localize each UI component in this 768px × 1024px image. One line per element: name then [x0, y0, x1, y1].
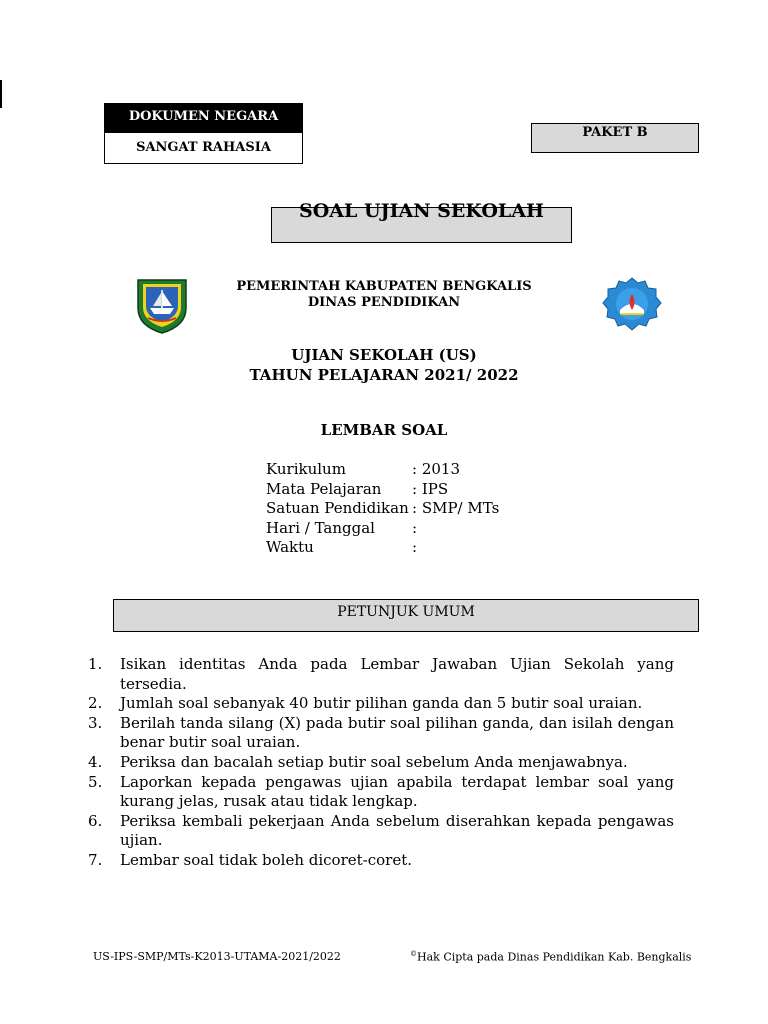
info-row-date	[266, 519, 499, 539]
government-line2: DINAS PENDIDIKAN	[307, 295, 461, 310]
info-label: Waktu	[266, 538, 314, 557]
item-number: 4.	[88, 752, 103, 771]
item-text: Isikan identitas Anda pada Lembar Jawaban Ujian Sekolah yang tersedia.	[120, 655, 674, 693]
info-label: Hari / Tanggal	[266, 518, 375, 537]
list-item	[88, 812, 674, 851]
item-text: Berilah tanda silang (X) pada butir soal pilihan ganda, dan isilah dengan benar butir soal uraian.	[120, 713, 674, 752]
info-value: :	[412, 538, 418, 557]
list-item	[88, 753, 674, 773]
government-line1: PEMERINTAH KABUPATEN BENGKALIS	[236, 279, 532, 294]
classification-line1: DOKUMEN NEGARA	[105, 104, 302, 132]
list-item	[88, 714, 674, 753]
item-number: 7.	[88, 850, 103, 869]
list-item	[88, 773, 674, 812]
list-item	[88, 655, 674, 694]
info-row-subject	[266, 480, 499, 500]
classification-line2: SANGAT RAHASIA	[105, 132, 302, 163]
info-label: Kurikulum	[266, 460, 346, 478]
info-value: :	[412, 518, 418, 537]
text-cursor	[0, 80, 2, 108]
instructions-list	[88, 655, 674, 871]
government-heading	[200, 279, 568, 311]
sheet-title: LEMBAR SOAL	[320, 421, 448, 439]
footer-copyright	[410, 950, 691, 964]
instructions-header: PETUNJUK UMUM	[113, 599, 699, 632]
item-number: 2.	[88, 694, 103, 713]
footer-document-code: US-IPS-SMP/MTs-K2013-UTAMA-2021/2022	[93, 950, 341, 963]
item-number: 5.	[88, 772, 103, 791]
item-text: Jumlah soal sebanyak 40 butir pilihan ganda dan 5 butir soal uraian.	[120, 694, 643, 713]
info-row-curriculum	[266, 460, 499, 480]
paket-label: PAKET B	[531, 123, 699, 153]
item-text: Periksa dan bacalah setiap butir soal sebelum Anda menjawabnya.	[120, 752, 628, 771]
exam-line1: UJIAN SEKOLAH (US)	[291, 346, 477, 364]
exam-line2: TAHUN PELAJARAN 2021/ 2022	[249, 366, 519, 384]
item-number: 6.	[88, 811, 103, 830]
info-label: Satuan Pendidikan	[266, 499, 409, 518]
exam-heading	[200, 345, 568, 385]
tut-wuri-handayani-emblem-icon	[601, 276, 663, 334]
item-text: Periksa kembali pekerjaan Anda sebelum diserahkan kepada pengawas ujian.	[120, 811, 674, 850]
info-value: : IPS	[412, 479, 449, 498]
info-value: : SMP/ MTs	[412, 499, 500, 518]
item-number: 1.	[88, 655, 103, 673]
info-row-school-level	[266, 499, 499, 519]
list-item	[88, 851, 674, 871]
page-title: SOAL UJIAN SEKOLAH	[299, 200, 544, 222]
info-row-time	[266, 538, 499, 558]
item-text: Laporkan kepada pengawas ujian apabila terdapat lembar soal yang kurang jelas, rusak atau tidak lengkap.	[120, 772, 674, 811]
exam-info-table	[266, 460, 499, 558]
copyright-text: Hak Cipta pada Dinas Pendidikan Kab. Bengkalis	[417, 950, 692, 964]
list-item	[88, 694, 674, 714]
info-label: Mata Pelajaran	[266, 479, 382, 498]
classification-box	[104, 103, 303, 164]
bengkalis-regency-emblem-icon	[136, 278, 188, 334]
item-number: 3.	[88, 713, 103, 732]
item-text: Lembar soal tidak boleh dicoret-coret.	[120, 850, 412, 869]
info-value: : 2013	[412, 460, 460, 478]
copyright-symbol: ©	[410, 950, 417, 958]
